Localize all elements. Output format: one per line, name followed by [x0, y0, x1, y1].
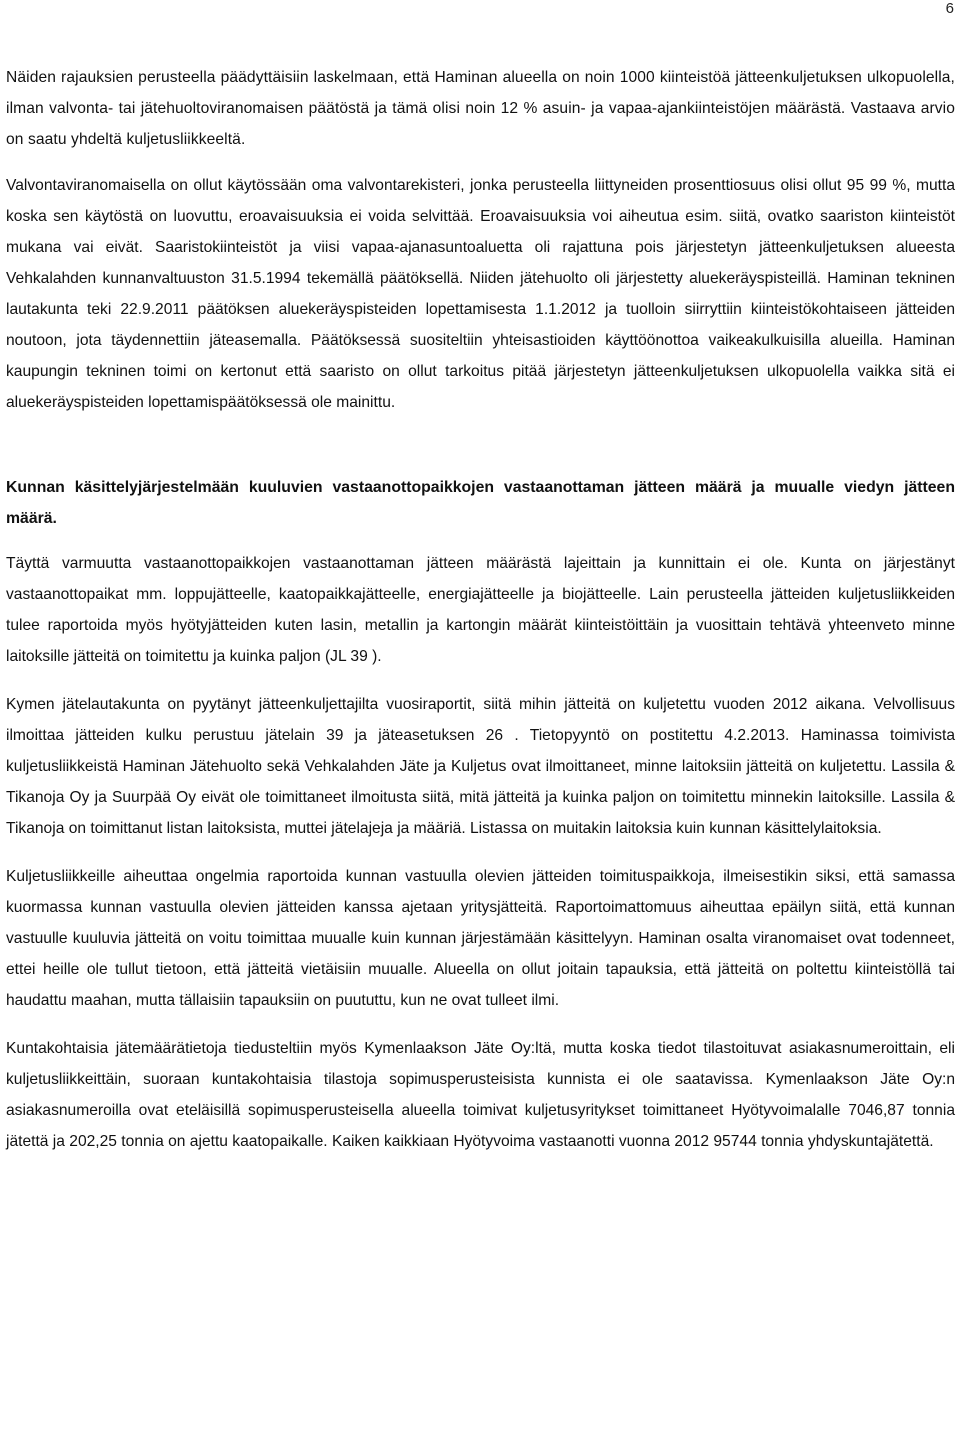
paragraph-vuosiraportit: Kymen jätelautakunta on pyytänyt jätteenkuljettajilta vuosiraportit, siitä mihin jätteitä on kuljetettu vuoden 2012 aikana. Velvollisuus ilmoittaa jätteiden kulku perustuu jätelain 39 ja jäteasetuksen 26 . Tietopyyntö on postitettu 4.2.2013. Haminassa toimivista kuljetusliikkeistä Haminan Jätehuolto sekä Vehkalahden Jäte ja Kuljetus ovat ilmoittaneet, minne laitoksiin jätteitä on kuljetettu. Lassila & Tikanoja Oy ja Suurpää Oy eivät ole toimittaneet ilmoitusta siitä, mitä jätteitä ja kuinka paljon on toimitettu minnekin laitoksille. Lassila & Tikanoja on toimittanut listan laitoksista, muttei jätelajeja ja määriä. Listassa on muitakin laitoksia kuin kunnan käsittelylaitoksia.	[6, 696, 955, 837]
page-number: 6	[945, 0, 954, 17]
section-heading: Kunnan käsittelyjärjestelmään kuuluvien vastaanottopaikkojen vastaanottaman jätteen määrä ja muualle viedyn jätteen määrä.	[6, 479, 955, 527]
paragraph-jatemaaratiedot: Kuntakohtaisia jätemäärätietoja tiedusteltiin myös Kymenlaakson Jäte Oy:ltä, mutta koska tiedot tilastoituvat asiakasnumeroittain, eli kuljetusliikkeittäin, suoraan kuntakohtaisia tilastoja sopimusperusteisista kunnista ei ole saatavissa. Kymenlaakson Jäte Oy:n asiakasnumeroilla ovat eteläisillä sopimusperusteisella alueella toimivat kuljetusyritykset toimittaneet Hyötyvoimalalle 7046,87 tonnia jätettä ja 202,25 tonnia on ajettu kaatopaikalle. Kaiken kaikkiaan Hyötyvoima vastaanotti vuonna 2012 95744 tonnia yhdyskuntajätettä.	[6, 1040, 955, 1150]
document-body	[6, 62, 955, 1157]
paragraph-valvontarekisteri: Valvontaviranomaisella on ollut käytössään oma valvontarekisteri, jonka perusteella liittyneiden prosenttiosuus olisi ollut 95 99 %, mutta koska sen käytöstä on luovuttu, eroavaisuuksia ei voida selvittää. Eroavaisuuksia voi aiheutua esim. siitä, ovatko saariston kiinteistöt mukana vai eivät. Saaristokiinteistöt ja viisi vapaa-ajanasuntoaluetta oli rajattuna pois järjestetyn jätteenkuljetuksen alueesta Vehkalahden kunnanvaltuuston 31.5.1994 tekemällä päätöksellä. Niiden jätehuolto oli järjestetty aluekeräyspisteillä. Haminan tekninen lautakunta teki 22.9.2011 päätöksen aluekeräyspisteiden lopettamisesta 1.1.2012 ja tuolloin siirryttiin kiinteistökohtaiseen jätteiden noutoon, jota täydennettiin jäteasemalla. Päätöksessä suositeltiin yhteisastioiden käyttöönottoa vaikeakulkuisilla alueilla. Haminan kaupungin tekninen toimi on kertonut että saaristo on ollut tarkoitus pitää järjestetyn jätteenkuljetuksen ulkopuolella vaikka sitä ei aluekeräyspisteiden lopettamispäätöksessä ole mainittu.	[6, 177, 955, 411]
paragraph-kiinteistot-estimate: Näiden rajauksien perusteella päädyttäisiin laskelmaan, että Haminan alueella on noin 1000 kiinteistöä jätteenkuljetuksen ulkopuolella, ilman valvonta- tai jätehuoltoviranomaisen päätöstä ja tämä olisi noin 12 % asuin- ja vapaa-ajankiinteistöjen määrästä. Vastaava arvio on saatu yhdeltä kuljetusliikkeeltä.	[6, 69, 955, 148]
paragraph-vastaanottopaikat: Täyttä varmuutta vastaanottopaikkojen vastaanottaman jätteen määrästä lajeittain ja kunnittain ei ole. Kunta on järjestänyt vastaanottopaikat mm. loppujätteelle, kaatopaikkajätteelle, energiajätteelle ja biojätteelle. Lain perusteella jätteiden kuljetusliikkeiden tulee raportoida myös hyötyjätteiden kuten lasin, metallin ja kartongin määrät kiinteistöittäin ja vuosittain tehtävä yhteenveto minne laitoksille jätteitä on toimitettu ja kuinka paljon (JL 39 ).	[6, 555, 955, 665]
paragraph-raportointiongelmat: Kuljetusliikkeille aiheuttaa ongelmia raportoida kunnan vastuulla olevien jätteiden toimituspaikkoja, ilmeisestikin siksi, että samassa kuormassa kunnan vastuulla olevien jätteiden kanssa ajetaan yritysjätteitä. Raportoimattomuus aiheuttaa epäilyn siitä, että kunnan vastuulle kuuluvia jätteitä on voitu toimittaa muualle kuin kunnan järjestämään käsittelyyn. Haminan osalta viranomaiset ovat todenneet, ettei heille ole tullut tietoon, että jätteitä vietäisiin muualle. Alueella on ollut joitain tapauksia, että jätteitä on poltettu kiinteistöllä tai haudattu maahan, mutta tällaisiin tapauksiin on puututtu, kun ne ovat tulleet ilmi.	[6, 868, 955, 1009]
